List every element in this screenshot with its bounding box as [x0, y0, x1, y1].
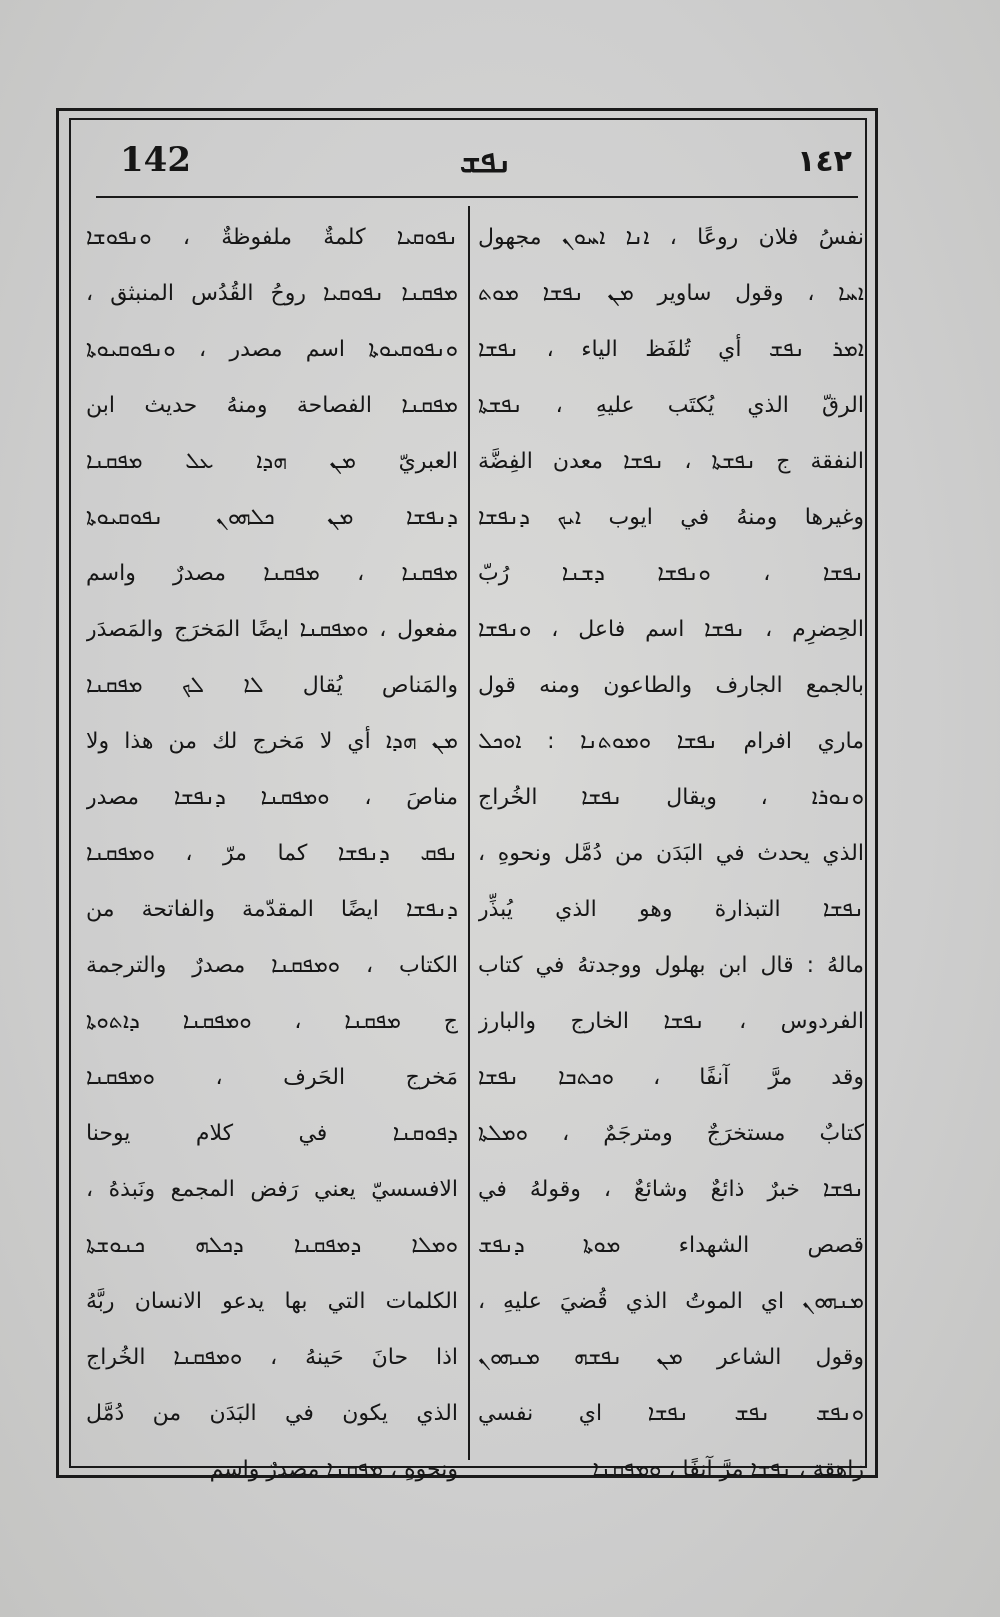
text-line: ܕܢܦܫܐ ܡܢ ܟܠܗܘܢ ܢܦܘܩܝܘܬܐ	[86, 505, 458, 530]
text-line: بالجمع الجارف والطاعون ومنه قول	[478, 673, 864, 698]
text-line: ܘܢܦܘܩܝܘܬܐ اسم مصدر ، ܘܢܦܘܩܝܘܬܐ	[86, 337, 458, 362]
text-line: وقول الشاعر ܡܢ ܢܦܫܗ ܡܢܗܘܢ	[478, 1345, 864, 1370]
text-line: ܐܡܪ ܢܦܫ أي تُلفَظ الياء ، ܢܦܫܐ	[478, 337, 864, 362]
text-line: مناصَ ، ܘܡܦܩܢܐ ܕܢܦܫܐ مصدر	[86, 785, 458, 810]
text-line: ج ܡܦܩܢܐ ، ܘܡܦܩܢܐ ܕܐܬܘܬܐ	[86, 1009, 458, 1034]
text-line: ܡܦܩܢܐ ܢܦܘܩܝܐ روحُ القُدُس المنبثق ،	[86, 281, 458, 306]
text-line: ܕܦܘܩܢܐ في كلام يوحنا	[86, 1121, 458, 1146]
right-column	[478, 210, 864, 1482]
text-line: ܡܢ ܗܕܐ أي لا مَخرج لك من هذا ولا	[86, 729, 458, 754]
text-line: ܕܢܦܫܐ ايضًا المقدّمة والفاتحة من	[86, 897, 458, 922]
text-line: الفردوس ، ܢܦܫܐ الخارج والبارز	[478, 1009, 864, 1034]
text-line: كتابٌ مستخرَجٌ ومترجَمٌ ، ܘܡܠܬܐ	[478, 1121, 864, 1146]
text-line: قصص الشهداء ܡܘܬܐ ܕܢܦܫ	[478, 1233, 864, 1258]
text-line: الافسسيّ يعني رَفض المجمع ونَبذهُ ،	[86, 1177, 458, 1202]
text-line: مَخرج الحَرف ، ܘܡܦܩܢܐ	[86, 1065, 458, 1090]
text-line: الكلمات التي بها يدعو الانسان ربَّهُ	[86, 1289, 458, 1314]
text-line: ماري افرام ܢܦܫܐ ܘܡܘܬܢܐ : ܐܘܟܠ	[478, 729, 864, 754]
text-line: ܡܦܩܢܐ الفصاحة ومنهُ حديث ابن	[86, 393, 458, 418]
column-divider	[468, 206, 470, 1460]
page-header	[96, 136, 858, 194]
text-line: الذي يحدث في البَدَن من دُمَّل ونحوهِ ،	[478, 841, 864, 866]
text-line: الرقّ الذي يُكتَب عليهِ ، ܢܦܫܬܐ	[478, 393, 864, 418]
text-line: ܘܢܘܪܐ ، ويقال ܢܦܫܐ الخُراج	[478, 785, 864, 810]
text-line: ܢܦܫܐ خبرٌ ذائعٌ وشائعٌ ، وقولهُ في	[478, 1177, 864, 1202]
text-line: ܐܚܐ ، وقول ساوير ܡܢ ܢܦܫܐ ܡܘܬ	[478, 281, 864, 306]
page-number-latin: 142	[120, 140, 191, 180]
text-line: النفقة ج ܢܦܫܬܐ ، ܢܦܫܐ معدن الفِضَّة	[478, 449, 864, 474]
text-line: نفسُ فلان روعًا ، ܐܢܐ ܐܚܘܢ مجهول	[478, 225, 864, 250]
text-line: ونحوهِ ، ܡܦܩܢܐ مصدرٌ واسم	[209, 1457, 458, 1482]
text-line: ܢܦܫܐ التبذارة وهو الذي يُبذِّر	[478, 897, 864, 922]
text-line: مالهُ : قال ابن بهلول ووجدتهُ في كتاب	[478, 953, 864, 978]
text-line: الذي يكون في البَدَن من دُمَّل	[86, 1401, 458, 1426]
left-column	[86, 210, 458, 1482]
text-line: مفعول ، ܘܡܦܩܢܐ ايضًا المَخرَج والمَصدَر	[86, 617, 458, 642]
text-line: ܡܦܩܢܐ ، ܡܦܩܢܐ مصدرٌ واسم	[86, 561, 458, 586]
running-head: ܢܦܫ	[459, 142, 513, 180]
text-line: ܡܢܗܘܢ اي الموتُ الذي قُضيَ عليهِ ،	[478, 1289, 864, 1314]
text-line: وقد مرَّ آنفًا ، ܘܟܬܒܐ ܢܦܫܐ	[478, 1065, 864, 1090]
text-line: ܢܦܫܐ ، ܘܢܦܫܐ ܕܫܢܐ رُبّ	[478, 561, 864, 586]
text-line: والمَناص يُقال ܠܐ ܠܟ ܡܦܩܢܐ	[86, 673, 458, 698]
text-line: الحِضرِم ، ܢܦܫܐ اسم فاعل ، ܘܢܦܫܐ	[478, 617, 864, 642]
text-line: اذا حانَ حَينهُ ، ܘܡܦܩܢܐ الخُراج	[86, 1345, 458, 1370]
page-number-arabic: ١٤٢	[797, 144, 852, 179]
text-line: العبريّ ܡܢ ܗܕܐ ܥܠ ܡܦܩܢܐ	[86, 449, 458, 474]
text-line: ܘܢܦܫ ܢܦܫ ܢܦܫܐ اي نفسي	[478, 1401, 864, 1426]
text-line: ܢܦܩ ܕܢܦܫܐ كما مرّ ، ܘܡܦܩܢܐ	[86, 841, 458, 866]
text-line: ܢܦܘܩܝܐ كلمةٌ ملفوظةٌ ، ܘܢܦܘܫܐ	[86, 225, 458, 250]
text-line: زاهقة ، ܢܦܫܐ مرَّ آنفًا ، ܘܡܦܩܢܐ	[592, 1457, 864, 1482]
header-rule	[96, 196, 858, 198]
text-line: وغيرها ومنهُ في ايوب ܐܝܟ ܕܢܦܫܐ	[478, 505, 864, 530]
text-line: ܘܡܠܐ ܕܡܦܩܢܐ ܕܟܠܗ ܟܢܘܫܬܐ	[86, 1233, 458, 1258]
text-line: الكتاب ، ܘܡܦܩܢܐ مصدرٌ والترجمة	[86, 953, 458, 978]
